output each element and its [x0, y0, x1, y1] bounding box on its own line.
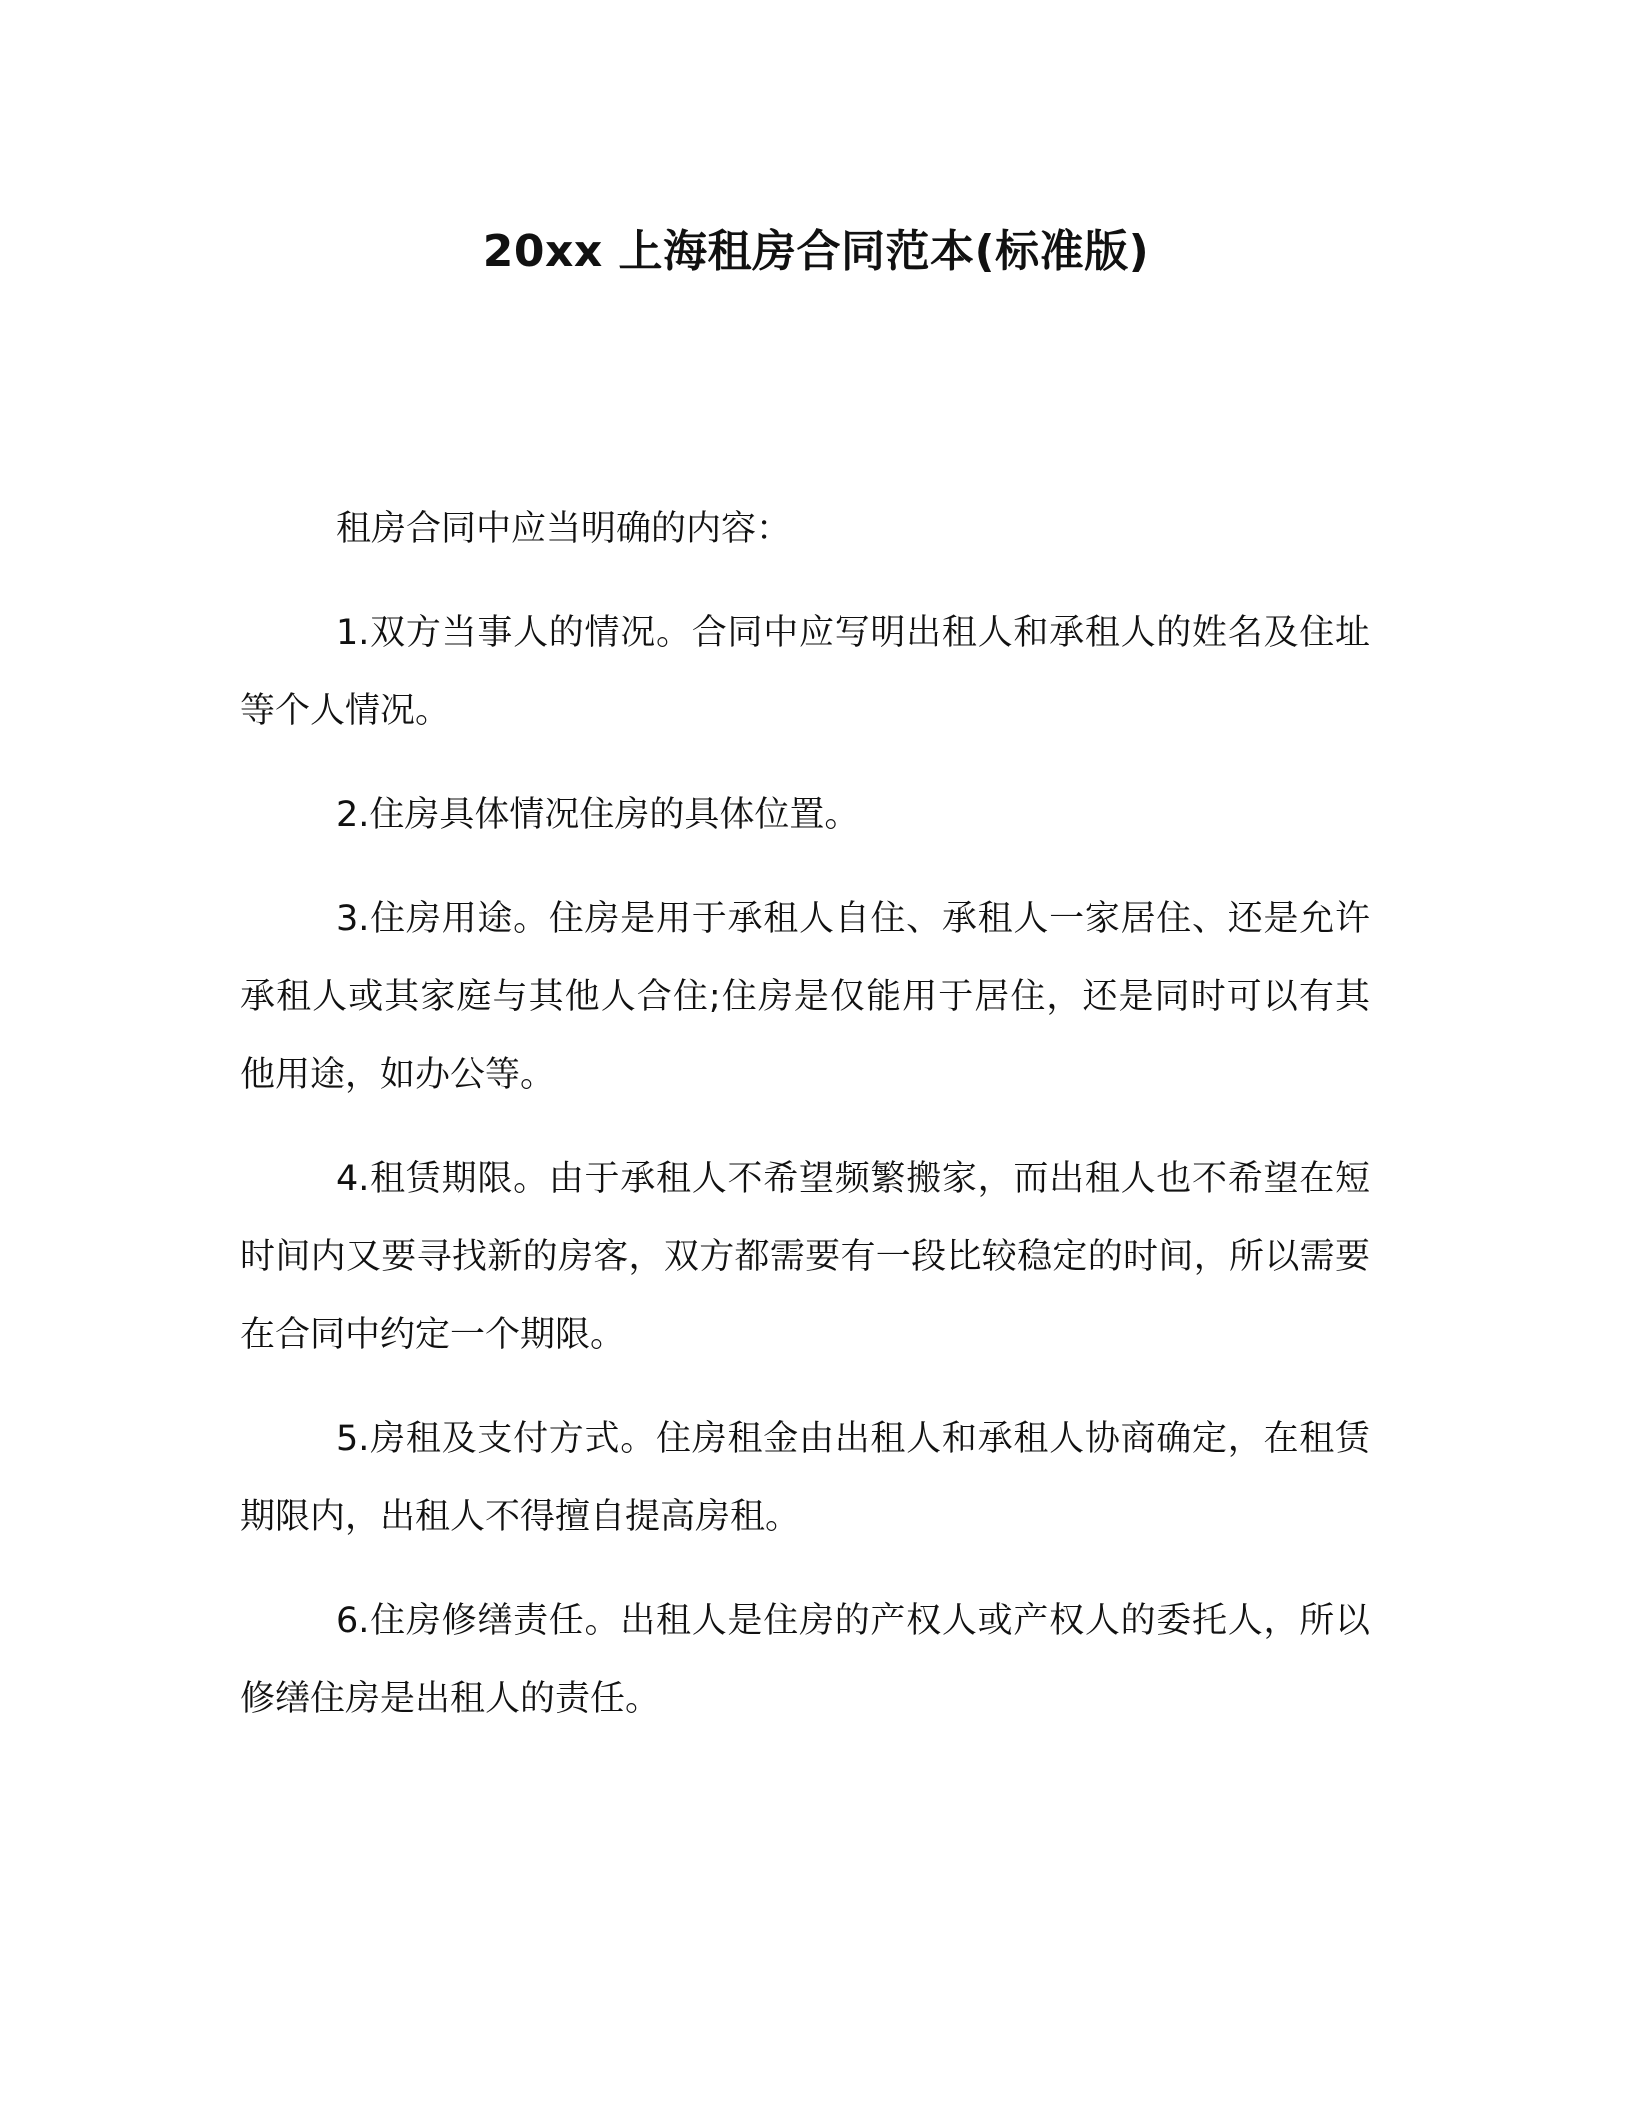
intro-paragraph: 租房合同中应当明确的内容： [336, 509, 792, 549]
clause-4-lease-term: 4.租赁期限。由于承租人不希望频繁搬家，而出租人也不希望在短时间内又要寻找新的房客，双方都需要有一段比较稳定的时间，所以需要在合同中约定一个期限。 [240, 1159, 1370, 1355]
clause-6-repair-responsibility: 6.住房修缮责任。出租人是住房的产权人或产权人的委托人，所以修缮住房是出租人的责任。 [240, 1601, 1370, 1719]
document-body [240, 490, 1370, 1764]
document-title: 20xx 上海租房合同范本(标准版) [482, 226, 1150, 277]
clause-2-housing-details: 2.住房具体情况住房的具体位置。 [336, 795, 860, 835]
clause-5-rent-payment: 5.房租及支付方式。住房租金由出租人和承租人协商确定，在租赁期限内，出租人不得擅自提高房租。 [240, 1419, 1370, 1537]
clause-3-housing-use: 3.住房用途。住房是用于承租人自住、承租人一家居住、还是允许承租人或其家庭与其他人合住;住房是仅能用于居住，还是同时可以有其他用途，如办公等。 [240, 899, 1370, 1095]
clause-1-parties: 1.双方当事人的情况。合同中应写明出租人和承租人的姓名及住址等个人情况。 [240, 613, 1370, 731]
